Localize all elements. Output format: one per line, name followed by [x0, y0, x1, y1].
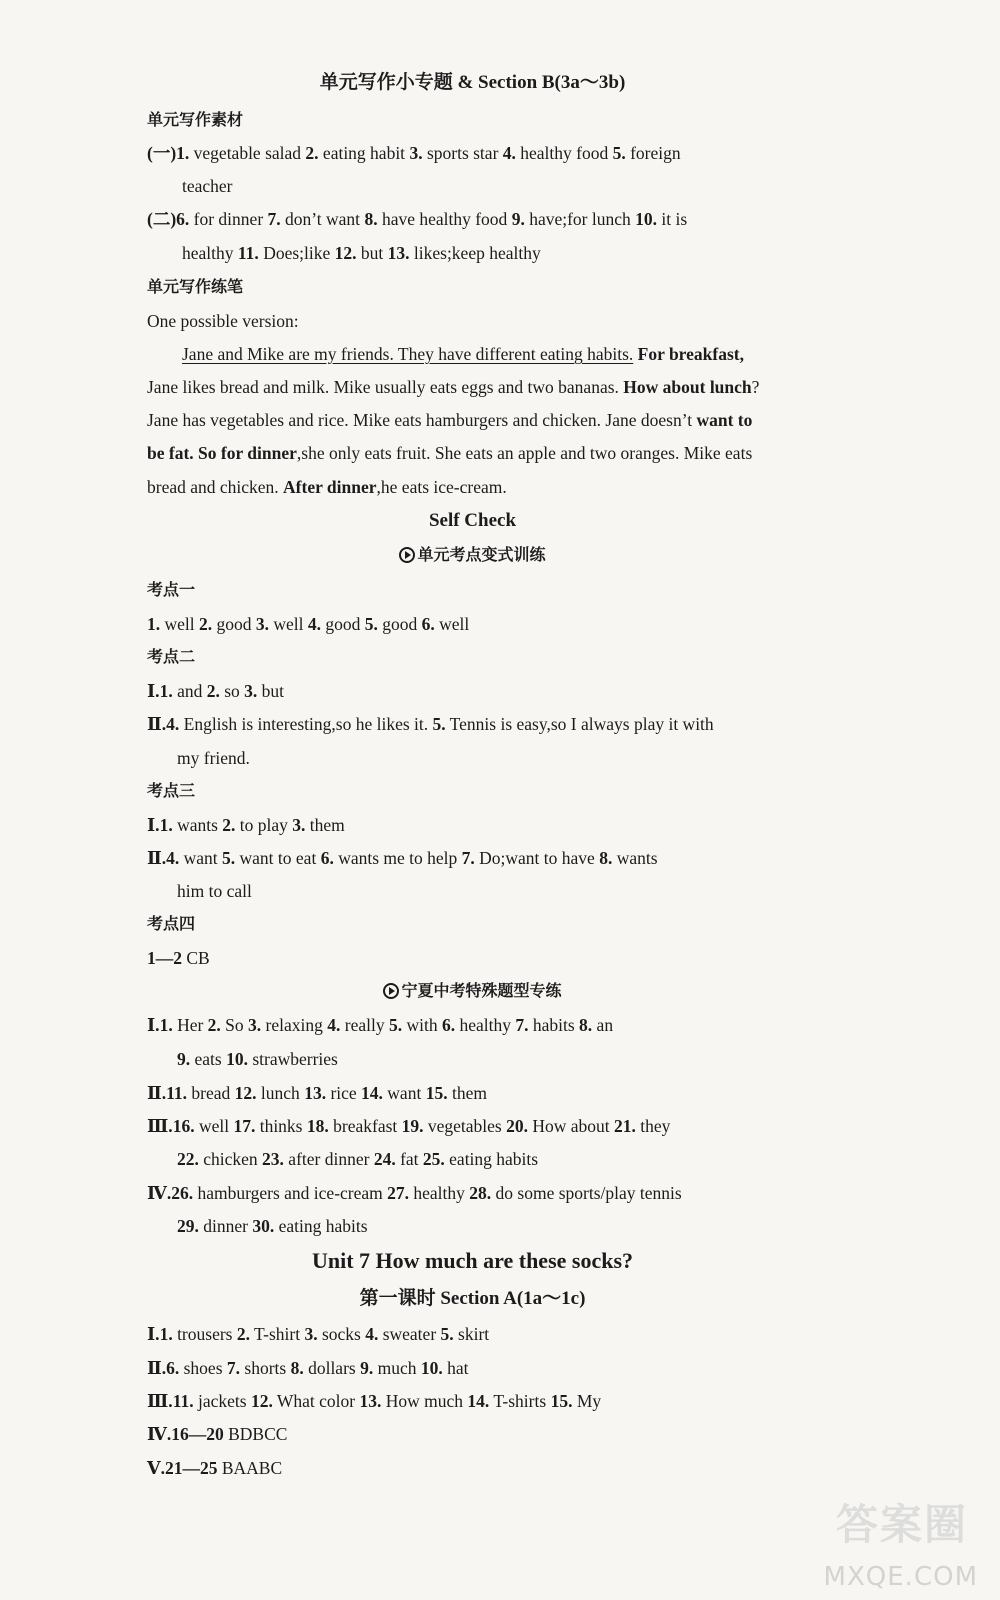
item-number: 6.	[166, 1358, 180, 1378]
answer-text: hat	[442, 1358, 469, 1378]
answer-text: healthy food	[515, 143, 613, 163]
answer-text: want	[179, 848, 223, 868]
essay-bold: After dinner	[283, 477, 377, 497]
answer-text: Tennis is easy,so I always play it with	[445, 714, 714, 734]
item-number: 25.	[422, 1149, 445, 1169]
item-number: 6.	[421, 614, 435, 634]
item-number: 4.	[502, 143, 516, 163]
answer-text: So	[220, 1015, 249, 1035]
item-number: 14.	[361, 1083, 383, 1103]
essay-bold: How about lunch	[623, 377, 752, 397]
answer-line	[147, 1390, 601, 1412]
item-number: 9.	[360, 1358, 374, 1378]
subsection-heading: 单元考点变式训练	[0, 545, 945, 567]
self-check-title: Self Check	[428, 510, 517, 531]
item-number: 5.	[432, 714, 446, 734]
answer-text: an	[592, 1015, 614, 1035]
answer-text: foreign	[625, 143, 681, 163]
item-number: 6.	[320, 848, 334, 868]
section-title: 单元写作小专题 & Section B(3a～3b)	[319, 72, 626, 93]
answer-text: them	[447, 1083, 487, 1103]
item-number: 1.	[159, 815, 173, 835]
essay-text: Jane has vegetables and rice. Mike eats hamburgers and chicken. Jane doesn’t	[147, 410, 697, 430]
answer-text: hamburgers and ice-cream	[193, 1183, 388, 1203]
item-number: 7.	[267, 209, 281, 229]
answer-line	[147, 1457, 282, 1479]
item-number: 8.	[364, 209, 378, 229]
item-number: Ⅱ.	[147, 1358, 167, 1378]
item-number: 2.	[305, 143, 319, 163]
answer-text: rice	[326, 1083, 362, 1103]
essay-line	[147, 409, 752, 431]
item-number: 5.	[440, 1324, 454, 1344]
item-number: 21.	[614, 1116, 636, 1136]
item-number: 2.	[222, 815, 236, 835]
item-number: 1.	[159, 681, 173, 701]
play-circle-icon	[383, 983, 399, 999]
answer-text: want to eat	[235, 848, 321, 868]
unit-title: Unit 7 How much are these socks?	[311, 1248, 634, 1273]
item-number: 3.	[409, 143, 423, 163]
answer-text: English is interesting,so he likes it.	[179, 714, 433, 734]
item-number: 7.	[461, 848, 475, 868]
answer-text: good	[377, 614, 422, 634]
answer-line-cont: my friend.	[177, 748, 250, 768]
item-number: 16.	[172, 1116, 195, 1136]
item-number: 2.	[207, 1015, 221, 1035]
item-number: 2.	[206, 681, 220, 701]
item-number: 22.	[177, 1149, 199, 1169]
answer-line	[147, 814, 345, 836]
test-point-heading: 考点四	[147, 916, 196, 933]
item-number: 8.	[599, 848, 613, 868]
answer-text: it is	[657, 209, 688, 229]
answer-text: wants me to help	[333, 848, 462, 868]
answer-text: eats	[190, 1049, 227, 1069]
answer-text: trousers	[172, 1324, 237, 1344]
answer-text: good	[321, 614, 365, 634]
test-point-heading: 考点二	[147, 649, 196, 666]
answer-text: but	[257, 681, 285, 701]
answer-text: them	[305, 815, 345, 835]
item-number: 9.	[511, 209, 525, 229]
test-point-heading: 考点三	[147, 783, 196, 800]
item-number: Ⅱ.	[147, 848, 167, 868]
item-number: 17.	[233, 1116, 256, 1136]
essay-line	[182, 343, 744, 365]
item-number: 8.	[290, 1358, 304, 1378]
essay-text: Jane likes bread and milk. Mike usually eats eggs and two bananas.	[147, 377, 624, 397]
answer-line	[147, 713, 714, 735]
play-circle-icon	[399, 547, 415, 563]
item-number: 19.	[401, 1116, 424, 1136]
answer-line	[182, 242, 541, 264]
item-number: 6.	[441, 1015, 456, 1035]
answer-text: lunch	[256, 1083, 305, 1103]
item-number: 7.	[226, 1358, 241, 1378]
item-number: 23.	[262, 1149, 284, 1169]
item-number: (二)	[147, 209, 177, 229]
item-number: 13.	[304, 1083, 327, 1103]
item-number: Ⅱ.	[147, 714, 167, 734]
item-number: 3.	[304, 1324, 318, 1344]
answer-line	[147, 1082, 487, 1104]
item-number: 3.	[292, 815, 306, 835]
item-number: 4.	[327, 1015, 341, 1035]
answer-line	[147, 947, 210, 969]
item-number: 2.	[236, 1324, 250, 1344]
answer-text: healthy	[455, 1015, 516, 1035]
item-number: 4.	[166, 714, 180, 734]
essay-text: ?	[751, 377, 760, 397]
answer-line	[147, 847, 658, 869]
answer-text: with	[402, 1015, 442, 1035]
item-number: 10.	[635, 209, 657, 229]
answer-text: don’t want	[280, 209, 365, 229]
answer-text: skirt	[453, 1324, 490, 1344]
answer-text: chicken	[198, 1149, 263, 1169]
answer-text: habits	[528, 1015, 580, 1035]
answer-text: have;for lunch	[524, 209, 636, 229]
item-number: 10.	[420, 1358, 443, 1378]
answer-line-cont: him to call	[177, 881, 252, 901]
item-number: 12.	[234, 1083, 257, 1103]
answer-line	[147, 1182, 682, 1204]
item-number: Ⅰ.	[147, 1015, 160, 1035]
answer-text: wants	[172, 815, 223, 835]
essay-line	[147, 442, 752, 464]
item-number: 5.	[364, 614, 378, 634]
answer-text: relaxing	[261, 1015, 328, 1035]
answer-line	[147, 613, 469, 635]
answer-text: How much	[381, 1391, 468, 1411]
item-number: 4.	[307, 614, 322, 634]
answer-text: sports star	[422, 143, 503, 163]
lesson-title: 第一课时 Section A(1a～1c)	[359, 1288, 586, 1309]
answer-line-cont: teacher	[182, 176, 233, 196]
answer-text: Do;want to have	[474, 848, 600, 868]
answer-text: Her	[172, 1015, 208, 1035]
watermark-logo: 答案圈	[835, 1500, 968, 1549]
item-number: 18.	[306, 1116, 329, 1136]
answer-text: dollars	[303, 1358, 361, 1378]
answer-line	[177, 1148, 538, 1170]
item-number: Ⅰ.	[147, 681, 160, 701]
answer-line	[147, 208, 687, 230]
item-number: 14.	[467, 1391, 490, 1411]
answer-text: but	[356, 243, 388, 263]
watermark	[808, 1492, 978, 1592]
answer-text: wants	[612, 848, 658, 868]
item-number: 24.	[373, 1149, 396, 1169]
answer-text: well	[434, 614, 470, 634]
item-number: 3.	[255, 614, 270, 634]
answer-text: My	[572, 1391, 602, 1411]
answer-text: vegetable salad	[189, 143, 306, 163]
answer-text: good	[212, 614, 256, 634]
answer-text: vegetables	[423, 1116, 507, 1136]
item-number: 13.	[359, 1391, 382, 1411]
answer-text: Does;like	[258, 243, 335, 263]
answer-text: after dinner	[283, 1149, 374, 1169]
answer-text: they	[635, 1116, 671, 1136]
test-point-heading: 考点一	[147, 582, 196, 599]
item-number: 5.	[222, 848, 236, 868]
writing-material-heading: 单元写作素材	[147, 112, 244, 129]
item-number: 12.	[334, 243, 357, 263]
item-number: 5.	[612, 143, 626, 163]
answer-text: shoes	[179, 1358, 227, 1378]
item-number: 3.	[244, 681, 258, 701]
answer-text: T-shirt	[249, 1324, 305, 1344]
item-number: 16—20	[171, 1424, 224, 1444]
subsection-heading: 宁夏中考特殊题型专练	[0, 981, 945, 1003]
answer-text: How about	[528, 1116, 615, 1136]
answer-text: well	[160, 614, 200, 634]
answer-text: CB	[182, 948, 210, 968]
item-number: 1.	[147, 614, 161, 634]
item-number: Ⅰ.	[147, 1324, 160, 1344]
answer-text: to play	[235, 815, 293, 835]
item-number: 15.	[550, 1391, 573, 1411]
item-number: Ⅳ.	[147, 1424, 172, 1444]
answer-text: BAABC	[217, 1458, 283, 1478]
item-number: 20.	[506, 1116, 528, 1136]
answer-text: well	[269, 614, 308, 634]
answer-text: much	[373, 1358, 421, 1378]
item-number: 1.	[159, 1324, 173, 1344]
item-number: 4.	[365, 1324, 379, 1344]
answer-text: healthy	[182, 243, 238, 263]
answer-line	[147, 142, 681, 164]
essay-text: ,he eats ice-cream.	[376, 477, 507, 497]
item-number: 27.	[387, 1183, 410, 1203]
answer-line	[177, 1215, 368, 1237]
item-number: 2.	[199, 614, 213, 634]
answer-text: eating habit	[318, 143, 410, 163]
item-number: 12.	[250, 1391, 273, 1411]
item-number: 1.	[159, 1015, 173, 1035]
item-number: 9.	[177, 1049, 191, 1069]
item-number: 21—25	[164, 1458, 218, 1478]
writing-practice-heading: 单元写作练笔	[147, 279, 244, 296]
answer-text: eating habits	[274, 1216, 368, 1236]
item-number: Ⅲ.	[147, 1116, 173, 1136]
item-number: (一)	[147, 143, 177, 163]
essay-bold: be fat. So for dinner	[147, 443, 297, 463]
item-number: 7.	[515, 1015, 529, 1035]
item-number: Ⅴ.	[147, 1458, 165, 1478]
answer-text: shorts	[240, 1358, 291, 1378]
item-number: 6.	[176, 209, 190, 229]
answer-text: breakfast	[328, 1116, 402, 1136]
answer-text: sweater	[378, 1324, 441, 1344]
answer-text: jackets	[193, 1391, 251, 1411]
item-number: 30.	[252, 1216, 275, 1236]
answer-text: eating habits	[444, 1149, 539, 1169]
answer-line	[177, 1048, 338, 1070]
answer-text: for dinner	[189, 209, 268, 229]
essay-bold: want to	[696, 410, 753, 430]
essay-line	[147, 476, 507, 498]
essay-intro: One possible version:	[147, 311, 299, 331]
answer-text: well	[194, 1116, 234, 1136]
answer-line	[147, 680, 284, 702]
answer-text: do some sports/play tennis	[491, 1183, 682, 1203]
answer-text: strawberries	[247, 1049, 338, 1069]
answer-text: dinner	[198, 1216, 253, 1236]
item-number: Ⅰ.	[147, 815, 160, 835]
answer-text: healthy	[409, 1183, 470, 1203]
item-number: 28.	[469, 1183, 492, 1203]
answer-text: and	[172, 681, 207, 701]
answer-text: thinks	[255, 1116, 307, 1136]
answer-text: likes;keep healthy	[409, 243, 541, 263]
item-number: Ⅳ.	[147, 1183, 172, 1203]
item-number: 1—2	[147, 948, 182, 968]
answer-line	[147, 1323, 489, 1345]
answer-text: have healthy food	[377, 209, 512, 229]
answer-line	[147, 1357, 469, 1379]
item-number: 10.	[226, 1049, 248, 1069]
item-number: 1.	[176, 143, 190, 163]
item-number: 11.	[237, 243, 259, 263]
answer-line	[147, 1423, 287, 1445]
item-number: Ⅱ.	[147, 1083, 167, 1103]
answer-line	[147, 1014, 613, 1036]
essay-text: ,she only eats fruit. She eats an apple and two oranges. Mike eats	[296, 443, 753, 463]
item-number: 4.	[166, 848, 180, 868]
answer-text: T-shirts	[489, 1391, 551, 1411]
answer-text: want	[382, 1083, 426, 1103]
answer-text: bread	[187, 1083, 235, 1103]
answer-text: fat	[395, 1149, 423, 1169]
answer-text: really	[340, 1015, 389, 1035]
item-number: 26.	[171, 1183, 194, 1203]
item-number: 11.	[172, 1391, 194, 1411]
item-number: 11.	[166, 1083, 188, 1103]
item-number: 15.	[425, 1083, 448, 1103]
item-number: 13.	[387, 243, 410, 263]
answer-text: BDBCC	[223, 1424, 288, 1444]
item-number: 3.	[248, 1015, 262, 1035]
essay-underlined: Jane and Mike are my friends. They have different eating habits.	[182, 344, 634, 364]
item-number: 5.	[388, 1015, 403, 1035]
watermark-url: MXQE.COM	[823, 1562, 978, 1592]
item-number: Ⅲ.	[147, 1391, 173, 1411]
answer-line	[147, 1115, 670, 1137]
item-number: 8.	[579, 1015, 593, 1035]
answer-text: socks	[317, 1324, 366, 1344]
item-number: 29.	[177, 1216, 199, 1236]
essay-text: bread and chicken.	[147, 477, 284, 497]
answer-text: What color	[272, 1391, 360, 1411]
essay-bold: For breakfast,	[633, 344, 744, 364]
essay-line	[147, 376, 759, 398]
answer-text: so	[219, 681, 245, 701]
